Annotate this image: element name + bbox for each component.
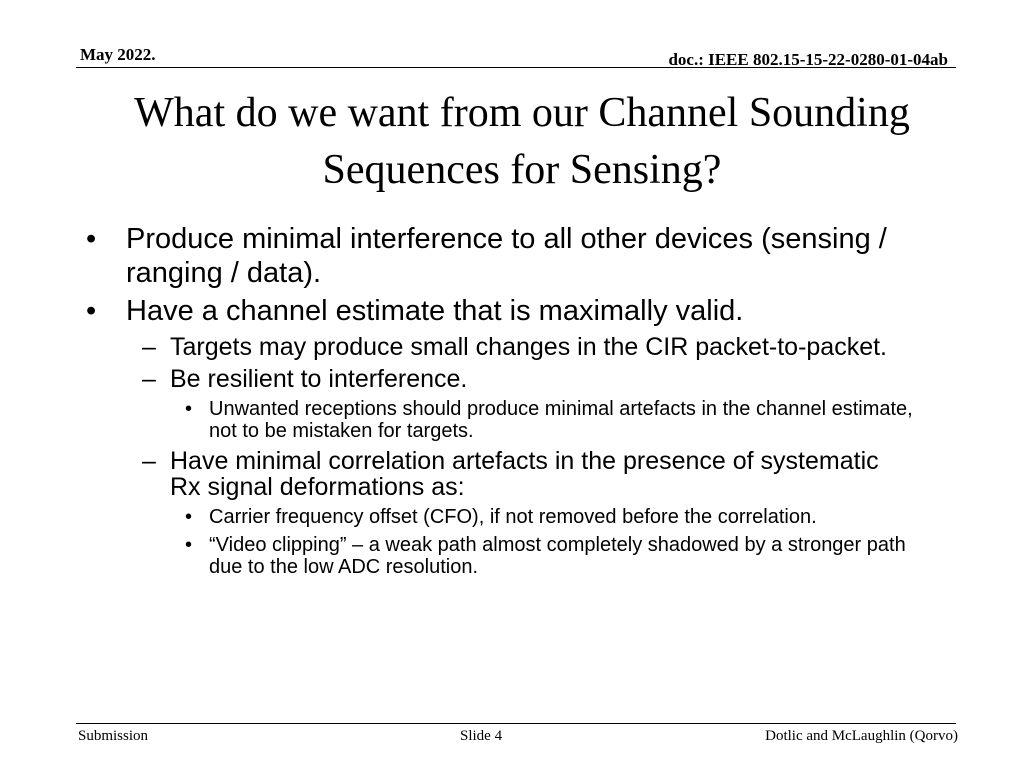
bullet-minimal-interference: • Produce minimal interference to all other devices (sensing / ranging / data). <box>84 222 914 290</box>
header-doc-id: doc.: IEEE 802.15-15-22-0280-01-04ab <box>668 50 948 69</box>
header-divider <box>76 67 956 68</box>
footer-submission: Submission <box>78 728 149 744</box>
subsubbullet-cfo: • Carrier frequency offset (CFO), if not removed before the correlation. <box>84 506 914 528</box>
slide-title: What do we want from our Channel Sounding Sequences for Sensing? <box>134 90 910 193</box>
subsubbullet-video-clipping: • “Video clipping” – a weak path almost completely shadowed by a stronger path due to the low ADC resolution. <box>84 534 914 578</box>
bullet-valid-channel-estimate: • Have a channel estimate that is maximally valid. <box>84 294 914 328</box>
subbullet-resilient-interference: – Be resilient to interference. <box>84 366 914 392</box>
header-date: May 2022. <box>80 45 156 64</box>
subbullet-targets-cir: – Targets may produce small changes in the CIR packet-to-packet. <box>84 334 914 360</box>
footer-slide-number: Slide 4 <box>460 728 503 744</box>
footer-divider <box>76 723 956 724</box>
subsubbullet-unwanted-receptions: • Unwanted receptions should produce minimal artefacts in the channel estimate, not to be mistaken for targets. <box>84 398 914 442</box>
slide-body <box>84 222 914 584</box>
footer-authors: Dotlic and McLaughlin (Qorvo) <box>765 728 958 744</box>
subbullet-correlation-artefacts: – Have minimal correlation artefacts in the presence of systematic Rx signal deformations as: <box>84 448 914 500</box>
